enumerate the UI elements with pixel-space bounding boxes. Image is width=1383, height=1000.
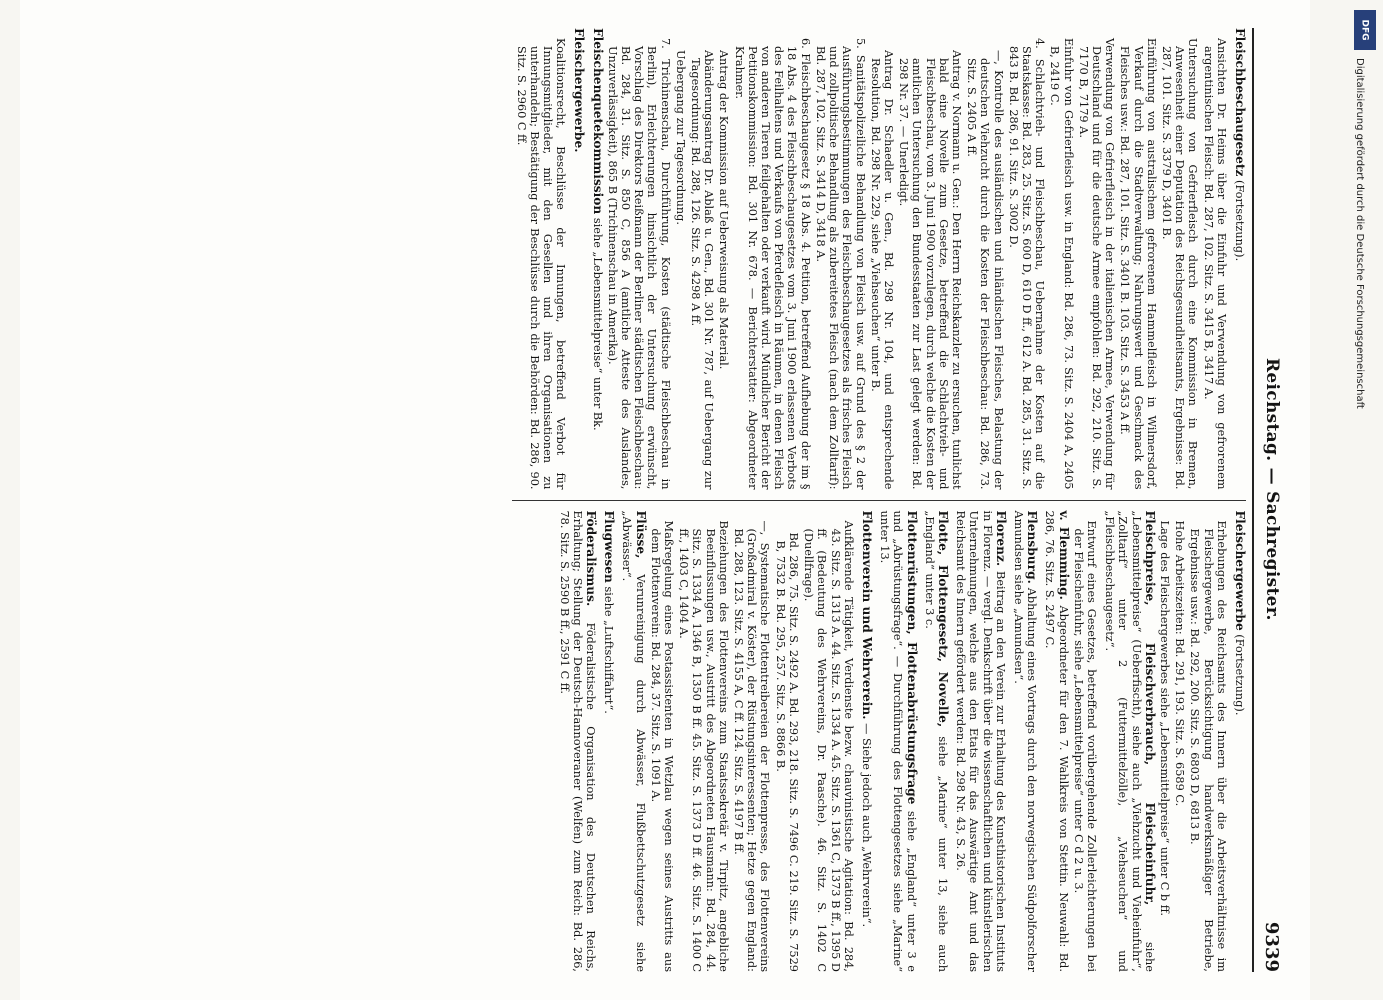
index-entry-fleischpreise	[1103, 511, 1156, 973]
sub-entry: Erhebungen des Reichsamts des Innern über die Arbeitsverhältnisse im Fleischergewerbe, Berücksichtigung handwerksmäßiger Betriebe, Ergebnisse usw.: Bd. 292, 200. Sitz. S. 6803 D, 6813 B.	[1188, 520, 1228, 972]
index-entry-fleischenquetekommission	[590, 28, 603, 490]
dfg-logo: DFG	[1354, 10, 1376, 50]
index-entry-flottenverein	[860, 511, 873, 973]
entry-keyword: Flugwesen	[602, 510, 617, 583]
numbered-entry-4: 4. Schlachtvieh- und Fleischbeschau, Uebernahme der Kosten auf die Staatskasse: Bd. 283, 25. Sitz. S. 600 D, 610 D ff., 612 A. Bd. 285, 31. Sitz. S. 843 B. Bd. 286, 91. Sitz. S. 3002 D.	[1006, 38, 1047, 490]
entry-text: Abgeordneter für den 7. Wahlkreis von Stettin. Neuwahl: Bd. 286, 76. Sitz. S. 2497 C.	[1043, 510, 1070, 972]
entry-continuation: (Fortsetzung).	[1233, 180, 1246, 262]
entry-keyword: Flensburg.	[1025, 510, 1040, 584]
page-header	[1252, 28, 1284, 972]
sub-entry: Ansichten Dr. Heims über die Einfuhr und Verwendung von gefrorenem argentinischen Fleisch: Bd. 287, 102. Sitz. S. 3415 B, 3417 A.	[1201, 38, 1228, 490]
index-entry-fleischergewerbe	[572, 28, 585, 490]
entry-text: Föderalistische Organisation des Deutschen Reichs, Erhaltung; Stellung der Deutsch-Hannoveraner (Welfen) zum Reich: Bd. 286, 78. Sitz. S. 2590 B ff., 2591 C ff.	[557, 510, 598, 972]
sub-entry: Uebergang zur Tagesordnung.	[673, 50, 687, 225]
numbered-entry-5: 5. Sanitätspolizeiliche Behandlung von Fleisch usw. auf Grund des § 2 der Ausführungsbestimmungen des Fleischbeschaugesetzes als frisches Fleisch und zollpolitische Behandlung als zubereitetes Fleisch (nach dem Zolltarif): Bd. 287, 102. Sitz. S. 3414 D, 3418 A.	[813, 38, 867, 490]
index-entry-foederalismus	[557, 511, 597, 973]
sub-entry: Lage des Fleischergewerbes siehe „Lebensmittelpreise“ unter C b ff.	[1157, 520, 1171, 916]
index-entry-flottenruestungen	[878, 511, 918, 973]
sub-entry: Bd. 286, 75. Sitz. S. 2492 A. Bd. 293, 218. Sitz. S. 7496 C. 219. Sitz. S. 7529 B, 7532 B. Bd. 295, 257. Sitz. S. 8866 B.	[773, 532, 800, 972]
sub-entry: Antrag Dr. Schaedler u. Gen., Bd. 298 Nr. 104, und entsprechende Resolution, Bd. 298 Nr. 229, siehe „Viehseuchen“ unter B.	[868, 50, 895, 490]
sub-entry: Aufklärende Tätigkeit, Verdienste bezw. chauvinistische Agitation: Bd. 284, 43. Sitz. S. 1313 A. 44. Sitz. S. 1334 A. 45. Sitz. S. 1361 C, 1373 B ff., 1395 D ff. (Bedeutung des Wehrvereins, Dr. Paasche). 46. Sitz. S. 1402 C (Duellfrage).	[802, 520, 855, 972]
entry-text: siehe „Lebensmittelpreise“ (Ueberfischt), siehe auch „Viehzucht und Vieheinfuhr“, „Zolltarif“ unter 2 (Futtermittelzölle), „Viehseuchen“ und „Fleischbeschaugesetz“.	[1103, 510, 1156, 972]
entry-text: — Siehe jedoch auch „Wehrverein“.	[859, 723, 873, 928]
entry-keyword: Flottenverein und Wehrverein.	[859, 510, 874, 720]
entry-text: siehe „Luftschiffahrt“.	[602, 586, 616, 714]
sub-entry: Koalitionsrecht, Beschlüsse der Innungen, betreffend Verbot für Innungsmitglieder, mit den Gesellen und ihren Organisationen zu unterhandeln; Bestätigung der Beschlüsse durch die Behörden: Bd. 286, 90. Sitz. S. 2960 C ff.	[514, 38, 568, 490]
entry-keyword: Fleischergewerbe	[1233, 510, 1247, 631]
index-entry-fleischergewerbe-cont	[1233, 511, 1246, 973]
entry-text: Verunreinigung durch Abwässer, Flußbettschutzgesetz siehe „Abwässer“.	[620, 510, 647, 973]
digitization-credit-text: Digitalisierung gefördert durch die Deutsche Forschungsgemeinschaft	[1354, 58, 1365, 409]
two-column-body	[512, 28, 1246, 972]
sub-entry: —, Systematische Flottentreibereien der Flottenpresse, des Flottenvereins (Großadmiral v. Köster), der Rüstungsinteressenten; Hetze gegen England: Bd. 288, 123. Sitz. S. 4155 A, C ff. 124. Sitz. S. 4197 B ff.	[732, 520, 772, 972]
numbered-entry-6: 6. Fleischbeschaugesetz § 18 Abs. 4. Petition, betreffend Aufhebung der im § 18 Abs. 4 des Fleischbeschaugesetzes vom 3. Juni 1900 erlassenen Verbots des Feilhaltens und Verkaufs von Pferdefleisch in Räumen, in denen Fleisch von anderen Tieren feilgehalten oder verkauft wird. Mündlicher Bericht der Petitionskommission: Bd. 301 Nr. 678. — Berichterstatter: Abgeordneter Krahmer.	[732, 38, 812, 490]
entry-continuation: (Fortsetzung).	[1233, 634, 1246, 716]
entry-text: siehe „Lebensmittelpreise“ unter Bk.	[590, 217, 604, 431]
entry-keyword: Fleischergewerbe.	[572, 28, 587, 153]
index-entry-fluesse	[620, 511, 646, 973]
sub-entry: Beziehungen des Flottenvereins zum Staatssekretär v. Tirpitz, angebliche Beeinflussungen usw., Austritt des Abgeordneten Hausmann: Bd. 284, 44. Sitz. S. 1334 A, 1346 B, 1350 B ff. 45. Sitz. S. 1373 D ff. 46. Sitz. S. 1400 C ff., 1403 C, 1404 A.	[677, 520, 730, 972]
page-number: 9339	[1261, 921, 1282, 972]
digitization-credit-strip	[1352, 10, 1378, 995]
entry-keyword: Flotte, Flottengesetz, Novelle,	[935, 510, 950, 728]
sub-entry: —, Kontrolle des ausländischen und inländischen Fleisches, Belastung der deutschen Viehzucht durch die Kosten der Fleischbeschau: Bd. 286, 73. Sitz. S. 2405 A ff.	[965, 50, 1005, 490]
numbered-entry-7: 7. Trichinenschau, Durchführung, Kosten (städtische Fleischbeschau in Berlin), Erleichterungen hinsichtlich der Untersuchung erwünscht, Vorschlag des Direktors Reißmann der Berliner städtischen Fleischbeschau: Bd. 284, 31. Sitz. S. 850 C, 856 A (amtliche Atteste des Auslandes, Unzuverlässigkeit), 865 B (Trichinenschau in Amerika).	[605, 38, 672, 490]
sub-entry: Hohe Arbeitszeiten: Bd. 291, 193. Sitz. S. 6589 C.	[1173, 520, 1187, 807]
sub-entry: Abänderungsantrag Dr. Ablaß u. Gen., Bd. 301 Nr. 787, auf Uebergang zur Tagesordnung: Bd. 288, 126. Sitz. S. 4298 A ff.	[689, 50, 716, 490]
entry-keyword: Flüsse,	[633, 510, 648, 559]
left-column	[512, 28, 1246, 501]
index-entry-florenz	[954, 511, 1007, 973]
running-title: Reichstag. — Sachregister.	[1262, 358, 1282, 621]
index-entry-fleischbeschaugesetz	[1233, 28, 1246, 490]
entry-keyword: Fleischpreise, Fleischverbrauch, Fleischeinfuhr,	[1142, 510, 1157, 906]
index-entry-flensburg	[1012, 511, 1038, 973]
sub-entry: Antrag v. Normann u. Gen.: Den Herrn Reichskanzler zu ersuchen, tunlichst bald eine Novelle zum Gesetze, betreffend die Schlachtvieh- und Fleischbeschau, vom 3. Juni 1900 vorzulegen, durch welche die Kosten der amtlichen Untersuchung den Bundesstaaten zur Last gelegt werden: Bd. 298 Nr. 37. — Unerledigt.	[897, 50, 963, 490]
entry-text: siehe „Marine“ unter 13, siehe auch „England“ unter 3 c.	[922, 510, 949, 972]
right-column	[512, 501, 1246, 973]
entry-text: siehe „England“ unter 3 e und „Abrüstungsfrage“. — Durchführung des Flottengesetzes siehe „Marine“ unter 13.	[878, 510, 918, 972]
index-entry-flotte	[923, 511, 949, 973]
entry-keyword: Fleischenquetekommission	[590, 28, 605, 215]
sub-entry: Einfuhr von Gefrierfleisch usw. in England: Bd. 286, 73. Sitz. S. 2404 A, 2405 B, 2419 C.	[1048, 38, 1075, 490]
sub-entry: Verwendung von Gefrierfleisch in der italienischen Armee, Verwendung für Deutschland und für die deutsche Armee empfohlen: Bd. 292, 210. Sitz. S. 7170 B, 7179 A.	[1076, 38, 1117, 490]
entry-keyword: v. Flemming.	[1056, 510, 1071, 600]
entry-keyword: Fleischbeschaugesetz	[1233, 28, 1247, 177]
entry-keyword: Föderalismus.	[584, 510, 599, 607]
sub-entry: Antrag der Kommission auf Ueberweisung als Material.	[717, 50, 731, 370]
entry-keyword: Florenz.	[993, 510, 1008, 567]
sub-entry: Untersuchung von Gefrierfleisch durch eine Kommission in Bremen, Anwesenheit einer Deputation des Reichsgesundheitsamts, Ergebnisse: Bd. 287, 101. Sitz. S. 3379 D, 3401 B.	[1159, 38, 1200, 490]
entry-text: Abhaltung eines Vortrags durch den norwegischen Südpolforscher Amundsen siehe „Amundsen“.	[1011, 510, 1039, 973]
index-entry-flugwesen	[602, 511, 615, 973]
sub-entry: Maßregelung eines Postassistenten in Wetzlau wegen seines Austritts aus dem Flottenverein: Bd. 284, 37. Sitz. S. 1091 A.	[648, 520, 676, 972]
entry-keyword: Flottenrüstungen, Flottenabrüstungsfrage	[904, 510, 919, 805]
entry-text: Beitrag an den Verein zur Erhaltung des Kunsthistorischen Instituts in Florenz. — vergl. Denkschrift über die wissenschaftlichen und künstlerischen Unternehmungen, welche aus den Etats für das Auswärtige Amt und das Reichsamt des Innern gefördert werden: Bd. 298 Nr. 43, S. 26.	[954, 510, 1007, 972]
sub-entry: Einführung von australischem gefrorenem Hammelfleisch in Wilmersdorf, Verkauf durch die Stadtverwaltung; Nahrungswert und Geschmack des Fleisches usw.: Bd. 287, 101. Sitz. S. 3401 B. 103. Sitz. S. 3453 A ff.	[1118, 38, 1158, 490]
rotated-page	[20, 0, 1310, 1000]
index-entry-flemming	[1043, 511, 1069, 973]
sub-entry: Entwurf eines Gesetzes, betreffend vorübergehende Zollerleichterungen bei der Fleischeinfuhr, siehe „Lebensmittelpreise“ unter C d 2 u. 3.	[1071, 520, 1098, 972]
